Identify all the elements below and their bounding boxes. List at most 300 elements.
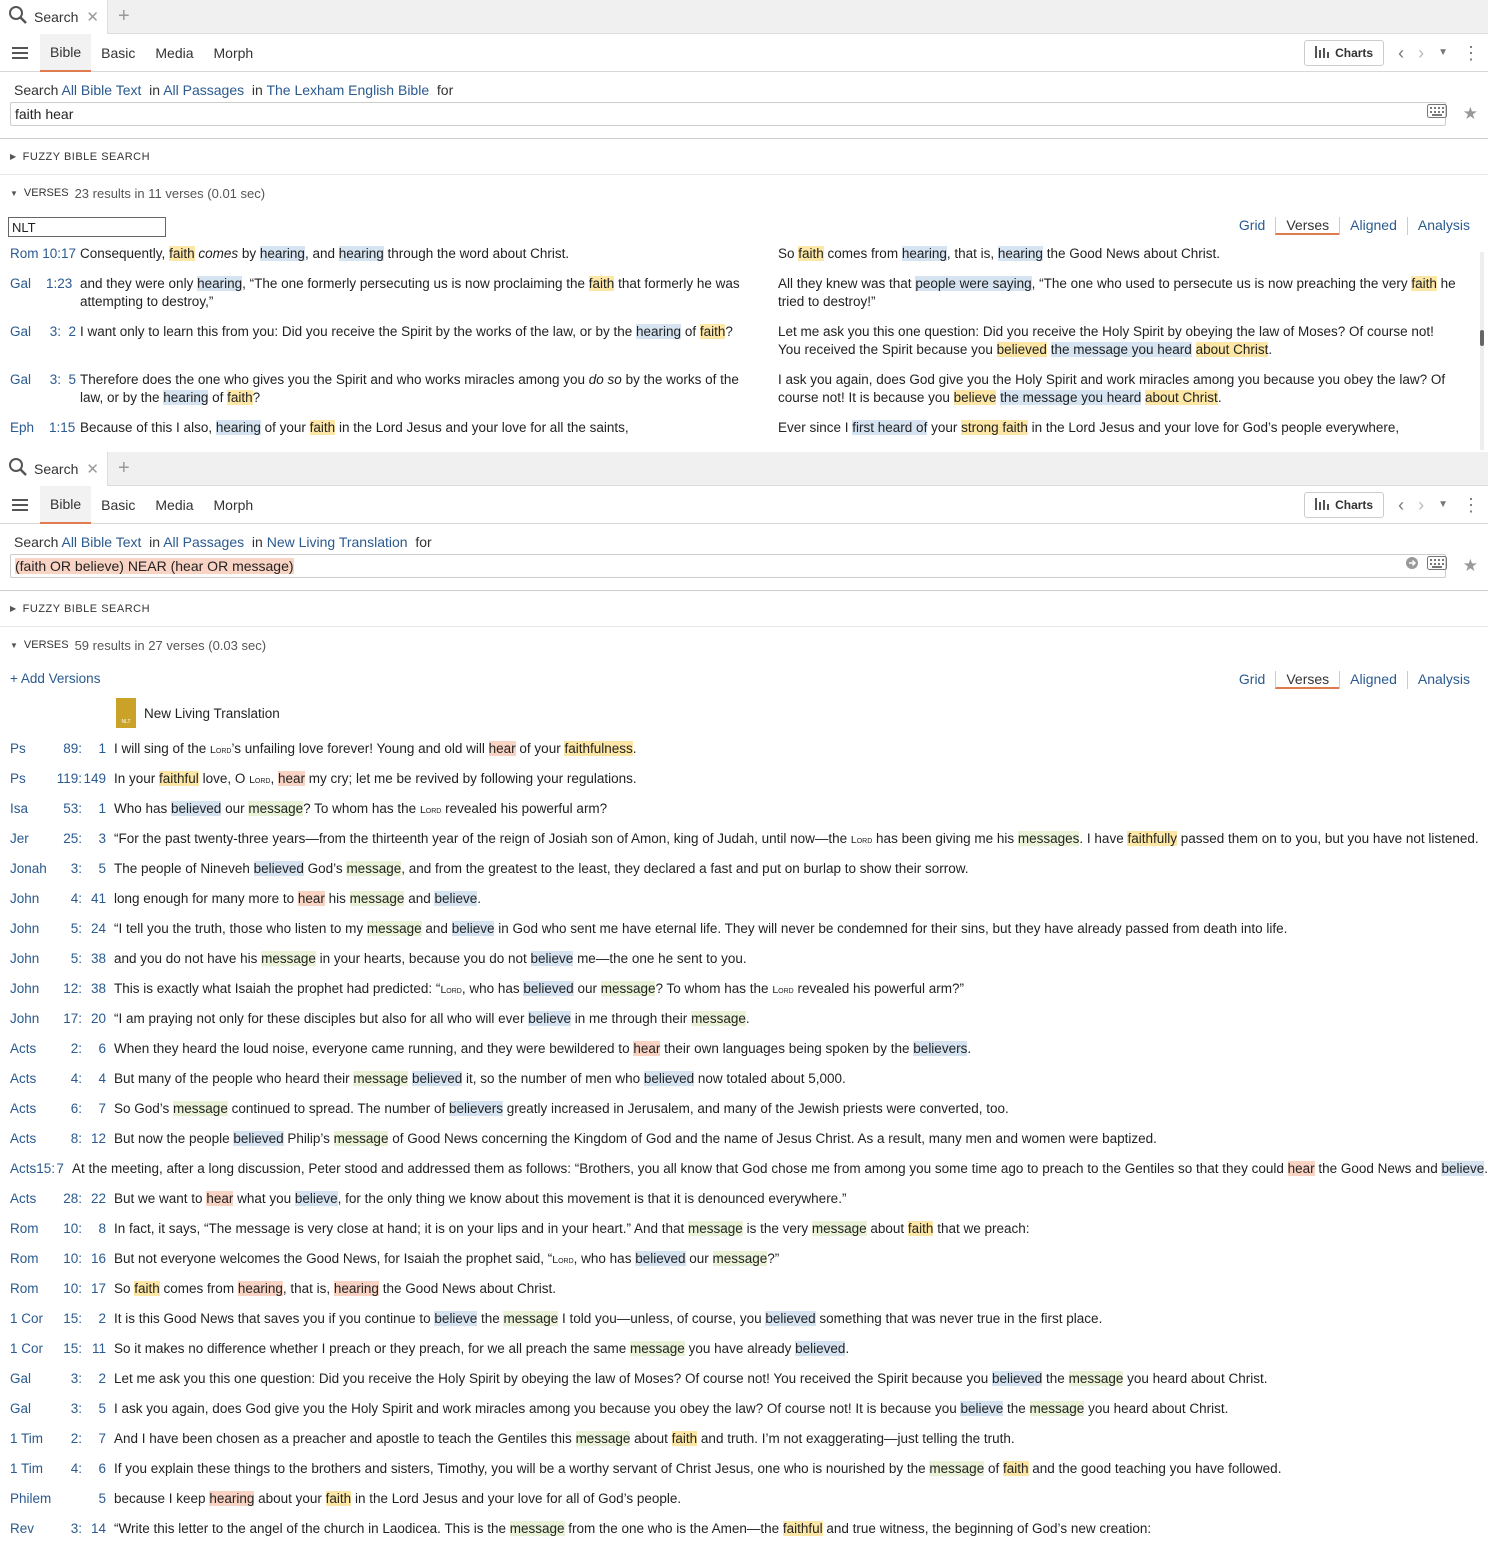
- verse-number[interactable]: 12: [90, 1130, 106, 1146]
- verses-section[interactable]: [0, 627, 1488, 663]
- verse-number[interactable]: 38: [90, 950, 106, 966]
- highlighted-term: message: [366, 920, 422, 936]
- passages-link[interactable]: All Passages: [163, 534, 245, 550]
- search-tab[interactable]: [0, 0, 108, 34]
- chapter-number[interactable]: 6:: [70, 1100, 82, 1116]
- scrollbar[interactable]: [1480, 252, 1484, 450]
- book-name[interactable]: John: [10, 980, 40, 996]
- nlt-verse-text: [768, 245, 1458, 275]
- chevron-left-icon[interactable]: ‹: [1398, 43, 1405, 63]
- highlighted-term: believed: [253, 860, 304, 876]
- verses-label: VERSES: [23, 639, 69, 651]
- verse-number[interactable]: 5: [98, 860, 106, 876]
- verse-number[interactable]: 7: [98, 1430, 106, 1446]
- chapter-number[interactable]: 15:: [63, 1310, 82, 1326]
- result-row[interactable]: [0, 763, 1488, 793]
- verse-text-segment: “I tell you the truth, those who listen to my: [114, 920, 367, 936]
- book-name[interactable]: John: [10, 1010, 40, 1026]
- result-row[interactable]: [0, 943, 1488, 973]
- chapter-number[interactable]: 3:: [70, 1370, 82, 1386]
- verse-number[interactable]: 149: [83, 770, 106, 786]
- verse-reference[interactable]: Eph 1:15: [10, 420, 76, 435]
- book-name[interactable]: Rom: [10, 1250, 39, 1266]
- verse-text-segment: revealed his powerful arm?: [441, 800, 608, 816]
- highlighted-term: hearing: [997, 246, 1043, 261]
- result-row[interactable]: [0, 1003, 1488, 1033]
- chapter-number[interactable]: 28:: [63, 1190, 82, 1206]
- query-text: faith hear: [15, 106, 74, 122]
- result-row[interactable]: [0, 1153, 1488, 1183]
- chapter-number[interactable]: 2:: [70, 1430, 82, 1446]
- book-name[interactable]: Acts: [10, 1040, 37, 1056]
- verse-text-segment: is the very: [742, 1220, 812, 1236]
- menu-icon[interactable]: [0, 498, 40, 512]
- lexham-verse-text: [80, 323, 768, 371]
- result-row[interactable]: [0, 1093, 1488, 1123]
- fuzzy-search-section[interactable]: [0, 139, 1488, 175]
- verse-text-segment: by: [238, 246, 260, 261]
- chapter-number[interactable]: 53:: [63, 800, 82, 816]
- highlighted-term: the message you heard: [1000, 390, 1142, 405]
- highlighted-term: message: [1068, 1370, 1124, 1386]
- highlighted-term: message: [353, 1070, 409, 1086]
- highlighted-term: message: [173, 1100, 228, 1116]
- verse-text-segment: , that is,: [946, 246, 998, 261]
- star-icon[interactable]: ★: [1462, 104, 1478, 123]
- verse-text-segment: In fact, it says, “The message is very close at hand; it is on your lips and in your heart.” And that: [114, 1220, 689, 1236]
- verse-text-segment: and they were only: [80, 276, 198, 291]
- fuzzy-search-section[interactable]: [0, 591, 1488, 627]
- view-tab-grid[interactable]: Grid: [1238, 217, 1266, 233]
- verse-text-segment: .: [745, 1010, 750, 1026]
- verse-text-segment: , “The one formerly persecuting us is now proclaiming the: [242, 276, 589, 291]
- verse-text-segment: you have already: [684, 1340, 796, 1356]
- view-tab-verses[interactable]: Verses: [1275, 217, 1339, 235]
- keyboard-icon[interactable]: [1427, 556, 1447, 573]
- results-stats: 59 results in 27 verses (0.03 sec): [74, 637, 267, 653]
- book-name[interactable]: Jonah: [10, 860, 47, 876]
- verse-number[interactable]: 5: [98, 1400, 106, 1416]
- verse-text-segment: your: [927, 420, 962, 435]
- close-icon[interactable]: ✕: [86, 8, 99, 26]
- verse-text-segment: about your: [254, 1490, 326, 1506]
- parallel-result-row[interactable]: [0, 275, 1488, 323]
- chapter-number[interactable]: 2:: [70, 1040, 82, 1056]
- chapter-number[interactable]: 5:: [70, 950, 82, 966]
- book-name[interactable]: Acts: [10, 1160, 37, 1176]
- result-row[interactable]: [0, 1513, 1488, 1543]
- close-icon[interactable]: ✕: [86, 460, 99, 478]
- verse-text: [114, 981, 964, 996]
- view-tab-verses[interactable]: Verses: [1275, 671, 1339, 689]
- scrollbar-thumb[interactable]: [1480, 330, 1484, 346]
- verse-text-segment: I want only to learn this from you: Did you receive the Spirit by the works of the law, or by the: [80, 324, 637, 339]
- verse-text-segment: revealed his powerful arm?”: [793, 980, 965, 996]
- chevron-right-icon[interactable]: ›: [1418, 43, 1425, 63]
- result-row[interactable]: [0, 733, 1488, 763]
- highlighted-term: believed: [992, 1370, 1043, 1386]
- chapter-number[interactable]: 10:: [63, 1220, 82, 1236]
- verse-text-segment: So: [778, 246, 799, 261]
- verse-number[interactable]: 11: [91, 1340, 106, 1356]
- book-name[interactable]: Ps: [10, 770, 26, 786]
- book-name[interactable]: 1 Cor: [10, 1310, 44, 1326]
- highlighted-term: message: [929, 1460, 985, 1476]
- result-row[interactable]: [0, 853, 1488, 883]
- book-name[interactable]: Rev: [10, 1520, 35, 1536]
- in-word: in: [149, 534, 161, 550]
- chapter-number[interactable]: 4:: [70, 1460, 82, 1476]
- chapter-number[interactable]: 89:: [63, 740, 82, 756]
- result-row[interactable]: [0, 1303, 1488, 1333]
- verse-number[interactable]: 2: [98, 1310, 106, 1326]
- nlt-verse-text: [768, 419, 1458, 449]
- verse-text-segment: in the Lord Jesus and your love for God’s people everywhere,: [1027, 420, 1400, 435]
- book-name[interactable]: Acts: [10, 1190, 37, 1206]
- highlighted-term: hearing: [197, 276, 243, 291]
- result-row[interactable]: [0, 1483, 1488, 1513]
- result-row[interactable]: [0, 1453, 1488, 1483]
- result-row[interactable]: [0, 1423, 1488, 1453]
- verse-text: [114, 741, 637, 756]
- chapter-number[interactable]: 15:: [36, 1160, 56, 1176]
- chapter-number[interactable]: 10:: [63, 1250, 82, 1266]
- highlighted-term: believe: [528, 1010, 571, 1026]
- chapter-number[interactable]: 25:: [63, 830, 82, 846]
- result-row[interactable]: [0, 793, 1488, 823]
- collapse-triangle-icon: ▼: [10, 640, 18, 650]
- small-caps-text: Lord: [419, 803, 442, 816]
- tab-basic[interactable]: Basic: [101, 44, 136, 61]
- verse-text: [114, 1101, 1009, 1116]
- book-name[interactable]: Isa: [10, 800, 29, 816]
- verse-reference[interactable]: Gal 1:23: [10, 276, 73, 291]
- in-word-2: in: [251, 534, 263, 550]
- nlt-verse-text: [768, 275, 1458, 323]
- verse-number[interactable]: 2: [98, 1370, 106, 1386]
- result-row[interactable]: [0, 1393, 1488, 1423]
- verse-text: [114, 771, 637, 786]
- highlighted-term: message: [630, 1340, 685, 1356]
- book-name[interactable]: 1 Tim: [10, 1460, 44, 1476]
- highlighted-term: hear: [488, 740, 516, 756]
- book-name[interactable]: Jer: [10, 830, 29, 846]
- highlighted-term: the message you heard: [1050, 342, 1192, 357]
- verse-text-segment: ?: [252, 390, 261, 405]
- search-pane-1: [0, 0, 1488, 452]
- verse-text-segment: In your: [114, 770, 160, 786]
- book-name[interactable]: 1 Tim: [10, 1430, 44, 1446]
- highlighted-term: faithful: [159, 770, 199, 786]
- verse-number[interactable]: 6: [98, 1040, 106, 1056]
- search-scope-link[interactable]: All Bible Text: [61, 534, 142, 550]
- view-tab-analysis[interactable]: Analysis: [1407, 671, 1480, 689]
- verse-text-segment: the Good News about Christ.: [378, 1280, 557, 1296]
- verse-text-segment: of: [208, 390, 228, 405]
- book-name[interactable]: John: [10, 950, 40, 966]
- tab-media[interactable]: Media: [155, 496, 194, 513]
- highlighted-term: believe: [1441, 1160, 1485, 1176]
- result-row[interactable]: [0, 1183, 1488, 1213]
- charts-button[interactable]: [1304, 40, 1384, 66]
- search-prefix: Search: [14, 82, 59, 98]
- verse-reference[interactable]: Gal 3: 5: [10, 372, 77, 387]
- lexham-verse-text: [80, 275, 768, 323]
- verse-text-segment: the: [477, 1310, 504, 1326]
- chapter-number[interactable]: 3:: [70, 1400, 82, 1416]
- result-row[interactable]: [0, 1243, 1488, 1273]
- verse-text-segment: in your hearts, because you do not: [315, 950, 531, 966]
- in-word: in: [149, 82, 161, 98]
- verses-section[interactable]: [0, 175, 1488, 211]
- chapter-number[interactable]: 4:: [70, 1070, 82, 1086]
- verse-number[interactable]: 1: [98, 740, 106, 756]
- verse-text-segment: from the one who is the Amen—the: [564, 1520, 783, 1536]
- nlt-book-icon[interactable]: [116, 698, 136, 728]
- verse-reference[interactable]: Gal 3: 2: [10, 324, 77, 339]
- highlighted-term: faith: [1411, 276, 1437, 291]
- view-tabs: [1229, 671, 1480, 689]
- chapter-number[interactable]: 3:: [70, 1520, 82, 1536]
- verse-text-segment: So it makes no difference whether I preach or they preach, for we all preach the same: [114, 1340, 631, 1356]
- verse-text-segment: in the Lord Jesus and your love for all the saints,: [335, 420, 629, 435]
- book-name[interactable]: 1 Cor: [10, 1340, 44, 1356]
- verse-text: [114, 1461, 1281, 1476]
- verse-text-segment: .: [632, 740, 637, 756]
- highlighted-term: people were saying: [915, 276, 1032, 291]
- chapter-number[interactable]: 5:: [70, 920, 82, 936]
- highlighted-term: hearing: [338, 246, 384, 261]
- verse-text-segment: Let me ask you this one question: Did you receive the Holy Spirit by obeying the law of Moses? Of course not! You received the Spirit because you: [114, 1370, 992, 1386]
- small-caps-text: Lord: [440, 983, 462, 996]
- chevron-down-icon[interactable]: ▼: [1438, 47, 1448, 58]
- highlighted-term: messages: [1017, 830, 1080, 846]
- verse-text-segment: what you: [233, 1190, 295, 1206]
- result-row[interactable]: [0, 973, 1488, 1003]
- view-tab-analysis[interactable]: Analysis: [1407, 217, 1480, 235]
- verse-number[interactable]: 16: [90, 1250, 106, 1266]
- chevron-right-icon[interactable]: ›: [1418, 495, 1425, 515]
- tab-bible[interactable]: Bible: [40, 34, 91, 72]
- verse-text-segment: passed them on to you, but you have not listened.: [1176, 830, 1479, 846]
- highlighted-term: faith: [169, 246, 195, 261]
- verse-number[interactable]: 3: [98, 830, 106, 846]
- verse-text: [114, 1251, 779, 1266]
- verse-reference[interactable]: Rom 10:17: [10, 246, 77, 261]
- tab-bible[interactable]: Bible: [40, 486, 91, 524]
- verse-text-segment: , “The one who used to persecute us is now preaching the very: [1031, 276, 1412, 291]
- chapter-number[interactable]: 3:: [70, 860, 82, 876]
- verse-number[interactable]: 22: [90, 1190, 106, 1206]
- version-badge-label: NLT: [121, 719, 131, 725]
- result-row[interactable]: [0, 913, 1488, 943]
- book-name[interactable]: Gal: [10, 1370, 32, 1386]
- verse-text-segment: love, O: [198, 770, 250, 786]
- chevron-down-icon[interactable]: ▼: [1438, 499, 1448, 510]
- highlighted-term: faith: [309, 420, 336, 435]
- search-input[interactable]: [10, 554, 1446, 578]
- highlighted-term: message: [509, 1520, 565, 1536]
- plus-icon[interactable]: +: [117, 457, 130, 479]
- verse-text-segment: But not everyone welcomes the Good News, for Isaiah the prophet said, “: [114, 1250, 553, 1266]
- collapse-triangle-icon: ▼: [10, 188, 18, 198]
- verse-text-segment: the Good News and: [1314, 1160, 1442, 1176]
- verse-text: [114, 1191, 846, 1206]
- verse-text-segment: because I keep: [114, 1490, 210, 1506]
- verse-text-segment: has been giving me his: [872, 830, 1018, 846]
- verse-text-segment: me—the one he sent to you.: [573, 950, 747, 966]
- verse-text-segment: Let me ask you this one question: Did you receive the Holy Spirit by obeying the law of Moses? Of course not! You received the Spirit because you: [778, 324, 1434, 357]
- result-row[interactable]: [0, 1273, 1488, 1303]
- result-row[interactable]: [0, 1333, 1488, 1363]
- verse-text: [114, 921, 1287, 936]
- result-row[interactable]: [0, 1213, 1488, 1243]
- book-name[interactable]: Acts: [10, 1070, 37, 1086]
- parallel-result-row[interactable]: [0, 419, 1488, 449]
- italic-text: do so: [588, 372, 622, 387]
- book-name[interactable]: Acts: [10, 1130, 37, 1146]
- lexham-verse-text: [80, 419, 768, 449]
- verse-text-segment: and you do not have his: [114, 950, 262, 966]
- tab-morph[interactable]: Morph: [213, 496, 254, 513]
- verse-number[interactable]: 20: [90, 1010, 106, 1026]
- verse-text-segment: [1192, 342, 1196, 357]
- chapter-number[interactable]: 4:: [70, 890, 82, 906]
- verse-text-segment: Consequently,: [80, 246, 170, 261]
- verse-text-segment: and true witness, the beginning of God’s new creation:: [822, 1520, 1152, 1536]
- highlighted-term: believe: [953, 390, 997, 405]
- verse-text-segment: .: [477, 890, 482, 906]
- result-row[interactable]: [0, 1363, 1488, 1393]
- result-row[interactable]: [0, 883, 1488, 913]
- book-name[interactable]: Acts: [10, 1100, 37, 1116]
- verse-text-segment: and: [421, 920, 452, 936]
- highlighted-term: hearing: [636, 324, 682, 339]
- verse-text: [114, 1491, 681, 1506]
- charts-button[interactable]: [1304, 492, 1384, 518]
- tab-morph[interactable]: Morph: [213, 44, 254, 61]
- star-icon[interactable]: ★: [1462, 556, 1478, 575]
- parallel-result-row[interactable]: [0, 371, 1488, 419]
- verse-text-segment: .: [1484, 1160, 1488, 1176]
- highlighted-term: faith: [588, 276, 615, 291]
- chevron-left-icon[interactable]: ‹: [1398, 495, 1405, 515]
- more-icon[interactable]: ⋮: [1462, 43, 1480, 63]
- verse-text-segment: and the good teaching you have followed.: [1028, 1460, 1282, 1476]
- search-tab[interactable]: [0, 452, 108, 486]
- version-link[interactable]: New Living Translation: [266, 534, 408, 550]
- chapter-number[interactable]: 8:: [70, 1130, 82, 1146]
- verse-text: [114, 1431, 1015, 1446]
- query-icons: [1405, 556, 1447, 573]
- tab-basic[interactable]: Basic: [101, 496, 136, 513]
- book-name[interactable]: John: [10, 890, 40, 906]
- verse-number[interactable]: 5: [98, 1490, 106, 1506]
- book-name[interactable]: Rom: [10, 1220, 39, 1236]
- parallel-result-row[interactable]: [0, 323, 1488, 371]
- add-versions-link[interactable]: + Add Versions: [10, 671, 101, 686]
- version-name: New Living Translation: [144, 705, 280, 721]
- search-scope-link[interactable]: All Bible Text: [61, 82, 142, 98]
- clear-icon[interactable]: [1405, 556, 1419, 573]
- small-caps-text: Lord: [772, 983, 794, 996]
- menu-icon[interactable]: [0, 46, 40, 60]
- chapter-number[interactable]: 15:: [63, 1340, 82, 1356]
- verse-number[interactable]: 6: [98, 1460, 106, 1476]
- keyboard-icon[interactable]: [1427, 104, 1447, 121]
- book-name[interactable]: John: [10, 920, 40, 936]
- verse-text-segment: , for the only thing we know about this movement is that it is denounced everywhere.”: [337, 1190, 847, 1206]
- version-filter-input[interactable]: NLT: [8, 217, 166, 237]
- result-row[interactable]: [0, 823, 1488, 853]
- highlighted-term: hear: [206, 1190, 234, 1206]
- chapter-number[interactable]: 119:: [56, 770, 82, 786]
- highlighted-term: message: [346, 860, 402, 876]
- view-tab-aligned[interactable]: Aligned: [1339, 671, 1407, 689]
- verse-number[interactable]: 1: [98, 800, 106, 816]
- verse-number[interactable]: 24: [90, 920, 106, 936]
- chapter-number[interactable]: 10:: [63, 1280, 82, 1296]
- verse-text-segment: the: [1042, 1370, 1069, 1386]
- more-icon[interactable]: ⋮: [1462, 495, 1480, 515]
- tab-title: Search: [34, 8, 79, 25]
- verse-number[interactable]: 17: [90, 1280, 106, 1296]
- verse-number[interactable]: 4: [98, 1070, 106, 1086]
- highlighted-term: message: [261, 950, 316, 966]
- verse-text-segment: continued to spread. The number of: [227, 1100, 449, 1116]
- result-row[interactable]: [0, 1033, 1488, 1063]
- view-tab-grid[interactable]: Grid: [1238, 671, 1266, 687]
- verse-text: [114, 1221, 1030, 1236]
- small-caps-text: Lord: [552, 1253, 574, 1266]
- view-tab-aligned[interactable]: Aligned: [1339, 217, 1407, 235]
- tab-media[interactable]: Media: [155, 44, 194, 61]
- verse-number[interactable]: 8: [98, 1220, 106, 1236]
- verse-number[interactable]: 7: [56, 1160, 64, 1176]
- verse-text-segment: “I am praying not only for these disciples but also for all who will ever: [114, 1010, 529, 1026]
- plus-icon[interactable]: +: [117, 5, 130, 27]
- verse-number[interactable]: 41: [90, 890, 106, 906]
- passages-link[interactable]: All Passages: [163, 82, 245, 98]
- result-row[interactable]: [0, 1063, 1488, 1093]
- verse-number[interactable]: 38: [90, 980, 106, 996]
- chart-icon: [1315, 46, 1329, 61]
- book-name[interactable]: Gal: [10, 1400, 32, 1416]
- verse-number[interactable]: 7: [98, 1100, 106, 1116]
- verse-text: [114, 801, 607, 816]
- book-name[interactable]: Rom: [10, 1280, 39, 1296]
- italic-text: comes: [198, 246, 239, 261]
- book-name[interactable]: Ps: [10, 740, 26, 756]
- verse-number[interactable]: 14: [90, 1520, 106, 1536]
- highlighted-term: faithful: [782, 1520, 823, 1536]
- verse-text-segment: “Write this letter to the angel of the church in Laodicea. This is the: [114, 1520, 510, 1536]
- verse-text-segment: through the word about Christ.: [383, 246, 570, 261]
- version-link[interactable]: The Lexham English Bible: [266, 82, 430, 98]
- version-header: [0, 693, 1488, 733]
- verse-text-segment: my cry; let me be revived by following your regulations.: [305, 770, 637, 786]
- verse-text-segment: .: [845, 1340, 850, 1356]
- chapter-number[interactable]: 12:: [63, 980, 82, 996]
- lexham-verse-text: [80, 371, 768, 419]
- result-row[interactable]: [0, 1123, 1488, 1153]
- verse-text-segment: So God’s: [114, 1100, 174, 1116]
- search-input[interactable]: [10, 102, 1446, 126]
- chapter-number[interactable]: 17:: [63, 1010, 82, 1026]
- highlighted-term: hearing: [901, 246, 947, 261]
- book-name[interactable]: Philem: [10, 1490, 52, 1506]
- parallel-result-row[interactable]: [0, 245, 1488, 275]
